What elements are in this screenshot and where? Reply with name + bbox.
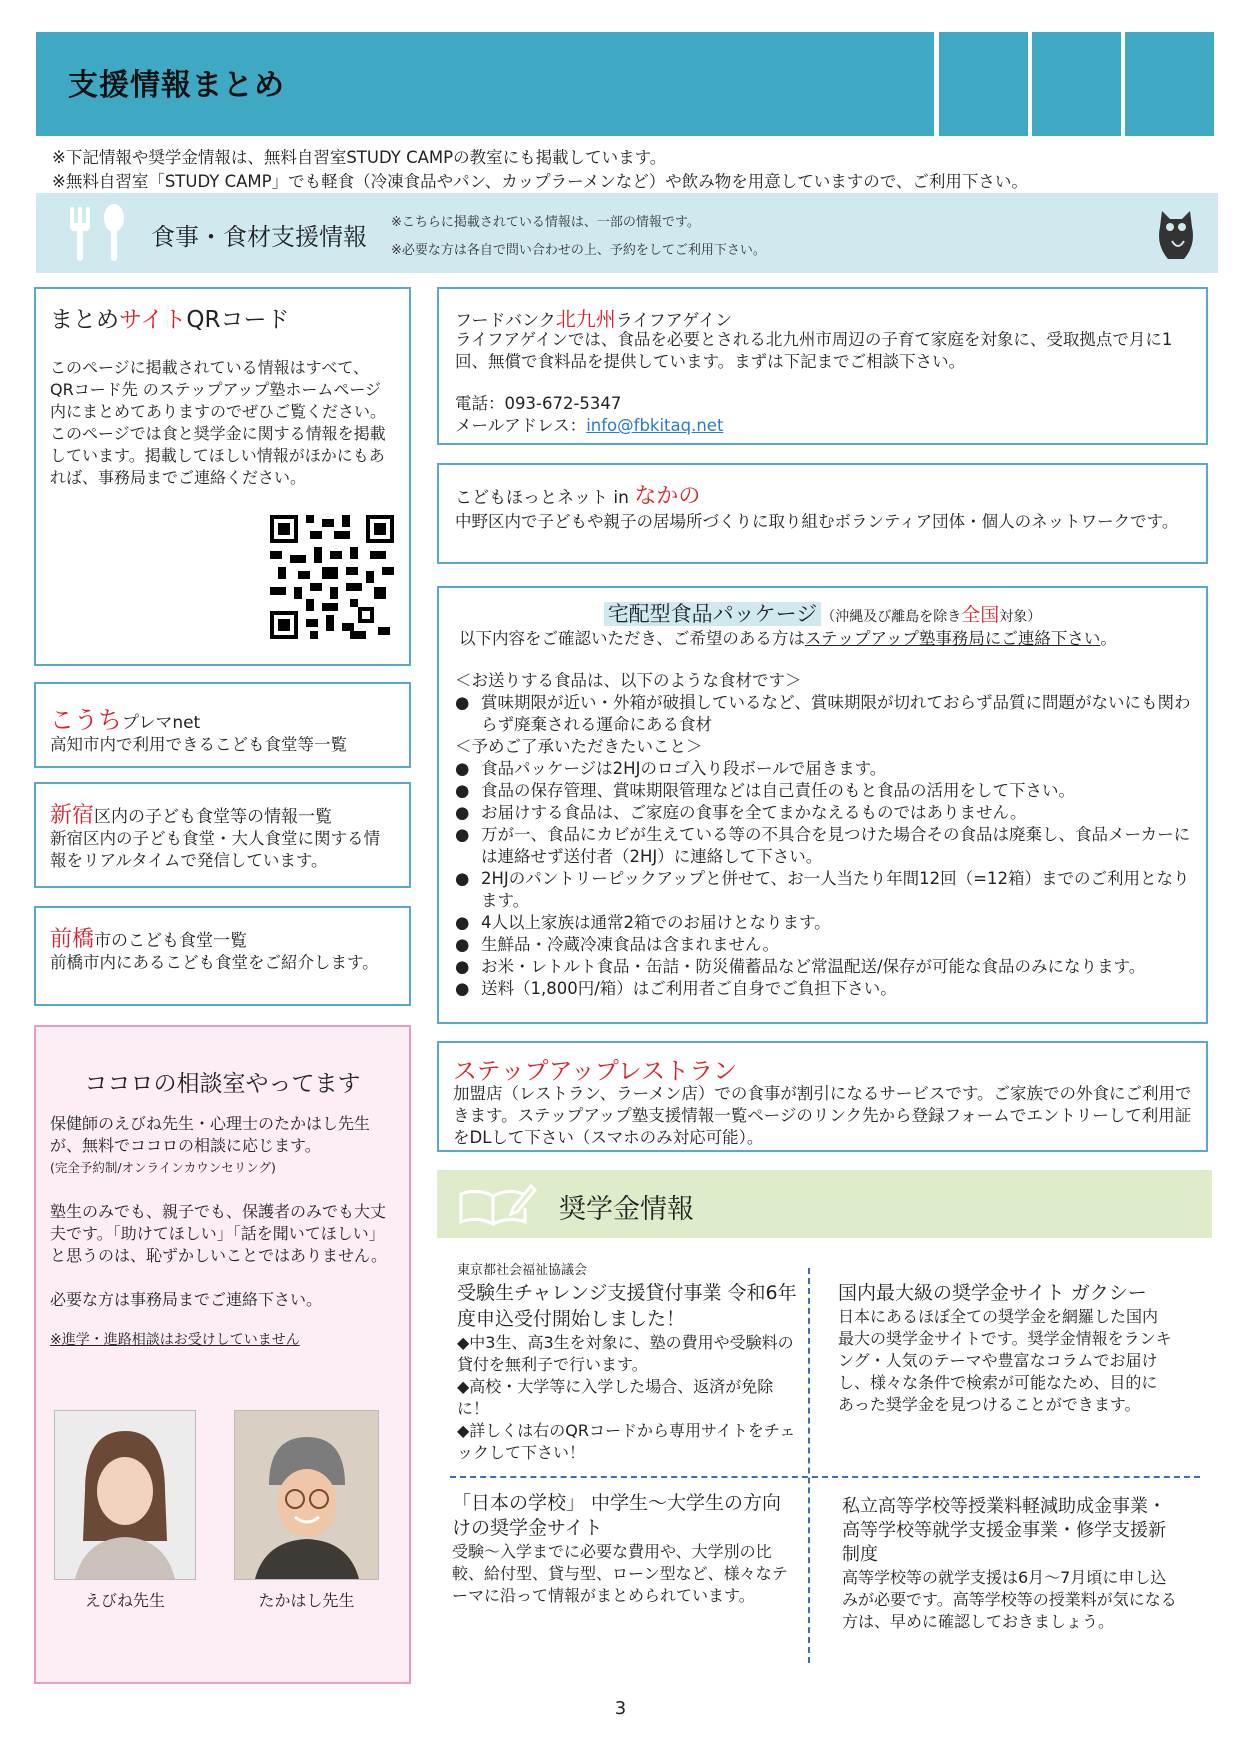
scholar-c2-title: 国内最大級の奨学金サイト ガクシー (838, 1282, 1147, 1304)
intro-part: 。 (1100, 629, 1117, 648)
foodbank-title (455, 303, 732, 332)
nakano-body: 中野区内で子どもや親子の居場所づくりに取り組むボランティア団体・個人のネットワークです。 (455, 512, 1179, 531)
nakano-title-part: なかの (634, 484, 701, 509)
package-list (455, 670, 1197, 1000)
food-band-note: ※必要な方は各自で問い合わせの上、予約をしてご利用下さい。 (391, 243, 766, 258)
dashed-divider-horizontal (450, 1476, 1200, 1478)
kokoro-title: ココロの相談室やってます (84, 1071, 361, 1097)
intro-part: ステップアップ塾事務局にご連絡下さい (804, 629, 1101, 648)
scholar-c1-body: ◆詳しくは右のQRコードから専用サイトをチェックして下さい！ (457, 1421, 796, 1462)
shinjuku-title-part: 区内の子ども食堂等の情報一覧 (94, 807, 333, 827)
qr-title-part: まとめ (50, 307, 119, 333)
package-bullet: ● 生鮮品・冷蔵冷凍食品は含まれません。 (455, 934, 1197, 956)
scholar-c1-org: 東京都社会福祉協議会 (457, 1263, 588, 1278)
qr-box-title (50, 301, 289, 334)
kokoro-box (34, 1025, 411, 1684)
maebashi-title-part: 前橋 (50, 927, 95, 952)
package-bullet: ● 賞味期限が近い・外箱が破損しているなど、賞味期限が切れておらず品質に問題がないにも関わらず廃棄される運命にある食材 (455, 692, 1197, 736)
takahashi-photo (234, 1410, 379, 1580)
package-sub: （沖縄及び離島を除き (821, 609, 962, 625)
foodbank-body: ライフアゲインでは、食品を必要とされる北九州市周辺の子育て家庭を対象に、受取拠点で月に1回、無償で食料品を提供しています。まずは下記までご相談下さい。 (455, 330, 1173, 371)
scholar-card-1 (457, 1262, 797, 1464)
note-line: ※下記情報や奨学金情報は、無料自習室STUDY CAMPの教室にも掲載しています。 (52, 148, 667, 167)
header-bar (36, 32, 934, 136)
food-support-band (36, 193, 1218, 273)
person-icon (235, 1411, 378, 1579)
header-square (1032, 32, 1121, 136)
scholarship-band (437, 1170, 1212, 1238)
qr-code[interactable] (270, 515, 394, 639)
kokoro-p4: ※進学・進路相談はお受けしていません (50, 1332, 300, 1348)
foodbank-title-part: 北九州 (555, 307, 616, 331)
scholar-c1-title: 受験生チャレンジ支援貸付事業 令和6年度申込受付開始しました！ (457, 1282, 797, 1330)
header-square (939, 32, 1028, 136)
scholar-card-4 (842, 1495, 1178, 1633)
package-intro (459, 628, 1117, 650)
scholar-c4-body: 高等学校等の就学支援は6月～7月頃に申し込みが必要です。高等学校等の授業料が気になる方は、早めに確認しておきましょう。 (842, 1568, 1177, 1631)
shinjuku-title-part: 新宿 (50, 803, 95, 828)
package-title (439, 598, 1206, 628)
foodbank-tel: 電話：093-672-5347 (455, 394, 622, 413)
page-number: 3 (614, 1698, 627, 1719)
food-band-note: ※こちらに掲載されている情報は、一部の情報です。 (391, 215, 700, 230)
foodbank-box (437, 287, 1208, 445)
kokoro-p1-small: (完全予約制/オンラインカウンセリング) (50, 1160, 276, 1175)
package-title-main: 宅配型食品パッケージ (604, 602, 822, 626)
foodbank-title-part: ライフアゲイン (615, 311, 733, 331)
header-square (1125, 32, 1214, 136)
owl-icon (1154, 205, 1198, 263)
mail-link[interactable]: info@fbkitaq.net (586, 416, 724, 435)
kochi-body: 高知市内で利用できるこども食堂等一覧 (50, 735, 347, 754)
qr-summary-box (34, 287, 411, 666)
scholar-card-2 (838, 1280, 1173, 1416)
package-bullet: ● 食品の保存管理、賞味期限管理などは自己責任のもと食品の活用をして下さい。 (455, 780, 1197, 802)
shinjuku-box (34, 782, 411, 888)
maebashi-box (34, 906, 411, 1006)
package-bullet: ● 万が一、食品にカビが生えている等の不具合を見つけた場合その食品は廃棄し、食品メーカーには連絡せず送付者（2HJ）に連絡して下さい。 (455, 824, 1197, 868)
package-bullet: ● 4人以上家族は通常2箱でのお届けとなります。 (455, 912, 1197, 934)
note-line: ※無料自習室「STUDY CAMP」でも軽食（冷凍食品やパン、カップラーメンなど）や飲み物を用意していますので、ご利用下さい。 (52, 172, 1028, 191)
package-box (437, 586, 1208, 1024)
scholar-c1-body: ◆中3生、高3生を対象に、塾の費用や受験料の貸付を無利子で行います。 (457, 1333, 794, 1374)
package-bullet: ● 2HJのパントリーピックアップと併せて、お一人当たり年間12回（=12箱）までのご利用となります。 (455, 868, 1197, 912)
person-icon (55, 1411, 195, 1579)
nakano-title (455, 479, 700, 510)
package-sub: 対象） (999, 609, 1042, 625)
takahashi-name: たかはし先生 (258, 1591, 355, 1610)
package-bullet: ● 送料（1,800円/箱）はご利用者ご自身でご負担下さい。 (455, 978, 1197, 1000)
kokoro-p3: 必要な方は事務局までご連絡下さい。 (50, 1290, 323, 1309)
scholar-card-3 (452, 1491, 792, 1607)
restaurant-box (437, 1041, 1208, 1152)
qr-title-part: QRコード (186, 307, 290, 333)
mail-label: メールアドレス： (455, 416, 587, 435)
scholarship-title: 奨学金情報 (559, 1194, 694, 1225)
nakano-box (437, 463, 1208, 564)
scholar-c2-body: 日本にあるほぼ全ての奨学金を網羅した国内最大の奨学金サイトです。奨学金情報をランキング・人気のテーマや豊富なコラムでお届けし、様々な条件で検索が可能なため、目的にあった奨学金を見つけることができます。 (838, 1307, 1172, 1414)
scholar-c3-body: 受験～入学までに必要な費用や、大学別の比較、給付型、貸与型、ローン型など、様々なテーマに沿って情報がまとめられています。 (452, 1542, 788, 1605)
page-title: 支援情報まとめ (68, 68, 285, 103)
package-bullet: ● 食品パッケージは2HJのロゴ入り段ボールで届きます。 (455, 758, 1197, 780)
package-bullet: ● お米・レトルト食品・缶詰・防災備蓄品など常温配送/保存が可能な食品のみになります。 (455, 956, 1197, 978)
scholar-c4-title: 私立高等学校等授業料軽減助成金事業・高等学校等就学支援金事業・修学支援新制度 (842, 1496, 1166, 1565)
restaurant-title: ステップアップレストラン (453, 1057, 738, 1085)
food-band-title: 食事・食材支援情報 (151, 223, 367, 251)
scholar-c3-title: 「日本の学校」 中学生～大学生の方向けの奨学金サイト (452, 1492, 782, 1539)
nakano-title-part: こどもほっとネット in (455, 488, 635, 508)
book-pen-icon (457, 1182, 537, 1228)
notes (52, 146, 1028, 194)
package-sub: 全国 (961, 604, 1000, 626)
restaurant-body: 加盟店（レストラン、ラーメン店）での食事が割引になるサービスです。ご家族での外食にご利用できます。ステップアップ塾支援情報一覧ページのリンク先から登録フォームでエントリーして利用証をDLして下さい（スマホのみ対応可能）。 (453, 1084, 1192, 1147)
package-heading: ＜予めご了承いただきたいこと＞ (455, 737, 703, 756)
package-heading: ＜お送りする食品は、以下のような食材です＞ (455, 671, 802, 690)
kokoro-p1: 保健師のえびね先生・心理士のたかはし先生が、無料でココロの相談に応じます。 (50, 1114, 371, 1155)
maebashi-title-part: 市のこども食堂一覧 (94, 931, 248, 951)
kokoro-p2: 塾生のみでも、親子でも、保護者のみでも大丈夫です。「助けてほしい」「話を聞いてほしい」と思うのは、恥ずかしいことではありません。 (50, 1202, 387, 1265)
package-bullet: ● お届けする食品は、ご家庭の食事を全てまかなえるものではありません。 (455, 802, 1197, 824)
ebine-name: えびね先生 (84, 1591, 165, 1610)
shinjuku-body: 新宿区内の子ども食堂・大人食堂に関する情報をリアルタイムで発信しています。 (50, 829, 380, 870)
maebashi-title (50, 922, 247, 953)
kochi-box (34, 682, 411, 768)
scholar-c1-body: ◆高校・大学等に入学した場合、返済が免除に！ (457, 1377, 774, 1418)
foodbank-title-part: フードバンク (455, 311, 556, 331)
qr-title-part: サイト (119, 307, 187, 333)
kochi-title-part: プレマnet (122, 713, 201, 733)
shinjuku-title (50, 798, 332, 829)
qr-box-body: このページに掲載されている情報はすべて、QRコード先 のステップアップ塾ホームページ内にまとめてありますのでぜひご覧ください。このページでは食と奨学金に関する情報を掲載しています。掲載してほしい情報がほかにもあれば、事務局までご連絡ください。 (50, 358, 387, 487)
kochi-title-part: こうち (50, 706, 122, 734)
maebashi-body: 前橋市内にあるこども食堂をご紹介します。 (50, 953, 379, 972)
kokoro-text (50, 1113, 395, 1351)
intro-part: 以下内容をご確認いただき、ご希望のある方は (459, 629, 805, 648)
dashed-divider-vertical (808, 1268, 810, 1663)
foodbank-mail-line (455, 415, 723, 437)
kochi-title (50, 700, 200, 735)
fork-spoon-icon (64, 203, 134, 263)
ebine-photo (54, 1410, 196, 1580)
